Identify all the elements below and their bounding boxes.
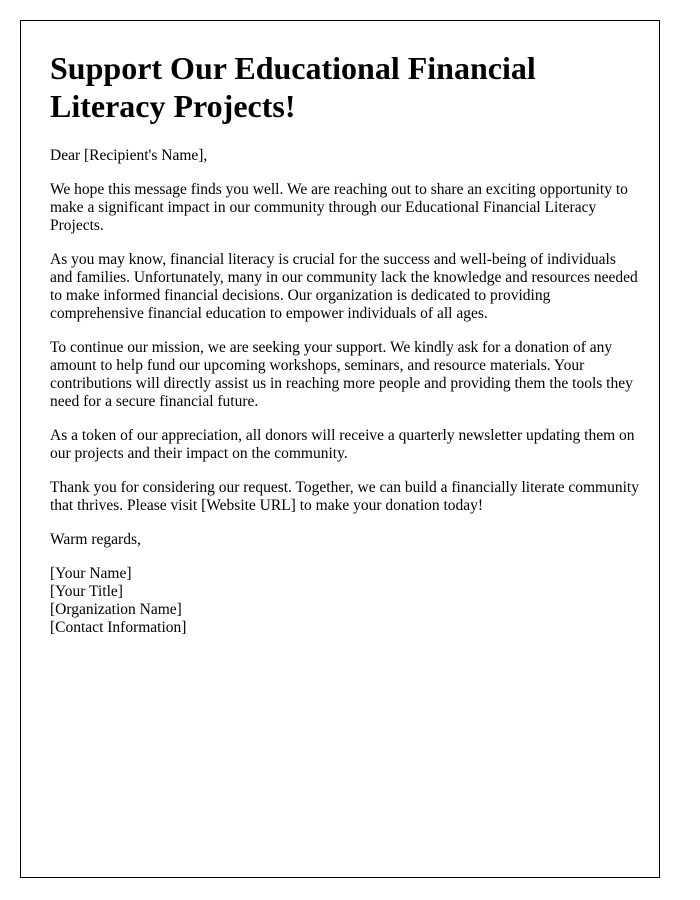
signature-name: [Your Name] <box>50 565 132 582</box>
letter-frame <box>20 20 660 878</box>
paragraph-thanks: Thank you for considering our request. Together, we can build a financially literate community that thrives. Please visit [Website URL] to make your donation today! <box>50 479 639 514</box>
salutation: Dear [Recipient's Name], <box>50 147 208 164</box>
signature-title: [Your Title] <box>50 583 123 600</box>
closing: Warm regards, <box>50 531 141 548</box>
paragraph-importance: As you may know, financial literacy is crucial for the success and well-being of individuals and families. Unfortunately, many in our community lack the knowledge and resources needed to make informed financial decisions. Our organization is dedicated to providing comprehensive financial education to empower individuals of all ages. <box>50 251 638 322</box>
letter-content <box>50 49 640 637</box>
signature-organization: [Organization Name] <box>50 601 182 618</box>
paragraph-intro: We hope this message finds you well. We are reaching out to share an exciting opportunity to make a significant impact in our community through our Educational Financial Literacy Projects. <box>50 181 628 234</box>
signature-contact: [Contact Information] <box>50 619 187 636</box>
paragraph-appreciation: As a token of our appreciation, all donors will receive a quarterly newsletter updating them on our projects and their impact on the community. <box>50 427 635 462</box>
signature-block <box>50 565 640 637</box>
paragraph-request: To continue our mission, we are seeking your support. We kindly ask for a donation of any amount to help fund our upcoming workshops, seminars, and resource materials. Your contributions will directly assist us in reaching more people and providing them the tools they need for a secure financial future. <box>50 339 633 410</box>
letter-title: Support Our Educational Financial Literacy Projects! <box>50 50 536 124</box>
